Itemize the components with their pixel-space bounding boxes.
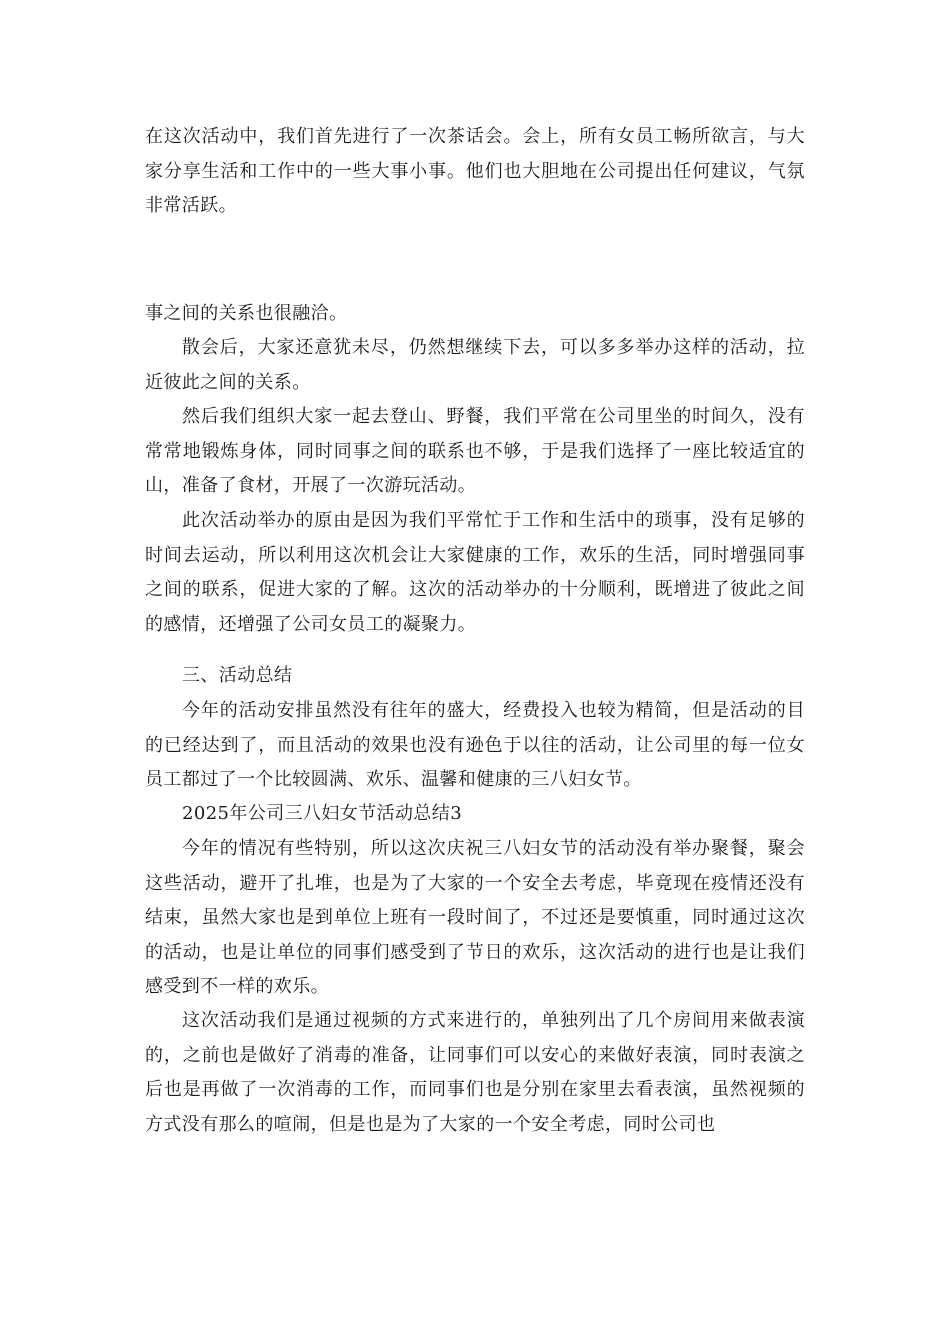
paragraph-activity-reason: 此次活动举办的原由是因为我们平常忙于工作和生活中的琐事，没有足够的时间去运动，所以利用这次机会让大家健康的工作，欢乐的生活，同时增强同事之间的联系，促进大家的了解。这次的活动举办的十分顺利，既增进了彼此之间的感情，还增强了公司女员工的凝聚力。: [145, 510, 805, 635]
paragraph-summary: 今年的活动安排虽然没有往年的盛大，经费投入也较为精简，但是活动的目的已经达到了，而且活动的效果也没有逊色于以往的活动，让公司里的每一位女员工都过了一个比较圆满、欢乐、温馨和健康的三八妇女节。: [145, 700, 805, 790]
paragraph-colleague-relations: 事之间的关系也很融洽。: [145, 303, 348, 324]
paragraph-special-situation: 今年的情况有些特别，所以这次庆祝三八妇女节的活动没有举办聚餐，聚会这些活动，避开了扎堆，也是为了大家的一个安全去考虑，毕竟现在疫情还没有结束，虽然大家也是到单位上班有一段时间了，不过还是要慎重，同时通过这次的活动，也是让单位的同事们感受到了节日的欢乐，这次活动的进行也是让我们感受到不一样的欢乐。: [145, 838, 805, 997]
paragraph-tea-party: 在这次活动中，我们首先进行了一次茶话会。会上，所有女员工畅所欲言，与大家分享生活和工作中的一些大事小事。他们也大胆地在公司提出任何建议，气氛非常活跃。: [145, 126, 805, 216]
article-title-3: 2025年公司三八妇女节活动总结3: [182, 803, 463, 824]
paragraph-after-meeting: 散会后，大家还意犹未尽，仍然想继续下去，可以多多举办这样的活动，拉近彼此之间的关系。: [145, 337, 805, 393]
section-heading-summary: 三、活动总结: [182, 665, 293, 686]
paragraph-video-activity: 这次活动我们是通过视频的方式来进行的，单独列出了几个房间用来做表演的，之前也是做好了消毒的准备，让同事们可以安心的来做好表演，同时表演之后也是再做了一次消毒的工作，而同事们也是分别在家里去看表演，虽然视频的方式没有那么的喧闹，但是也是为了大家的一个安全考虑，同时公司也: [145, 1010, 805, 1135]
paragraph-hiking-picnic: 然后我们组织大家一起去登山、野餐，我们平常在公司里坐的时间久，没有常常地锻炼身体，同时同事之间的联系也不够，于是我们选择了一座比较适宜的山，准备了食材，开展了一次游玩活动。: [145, 406, 805, 496]
